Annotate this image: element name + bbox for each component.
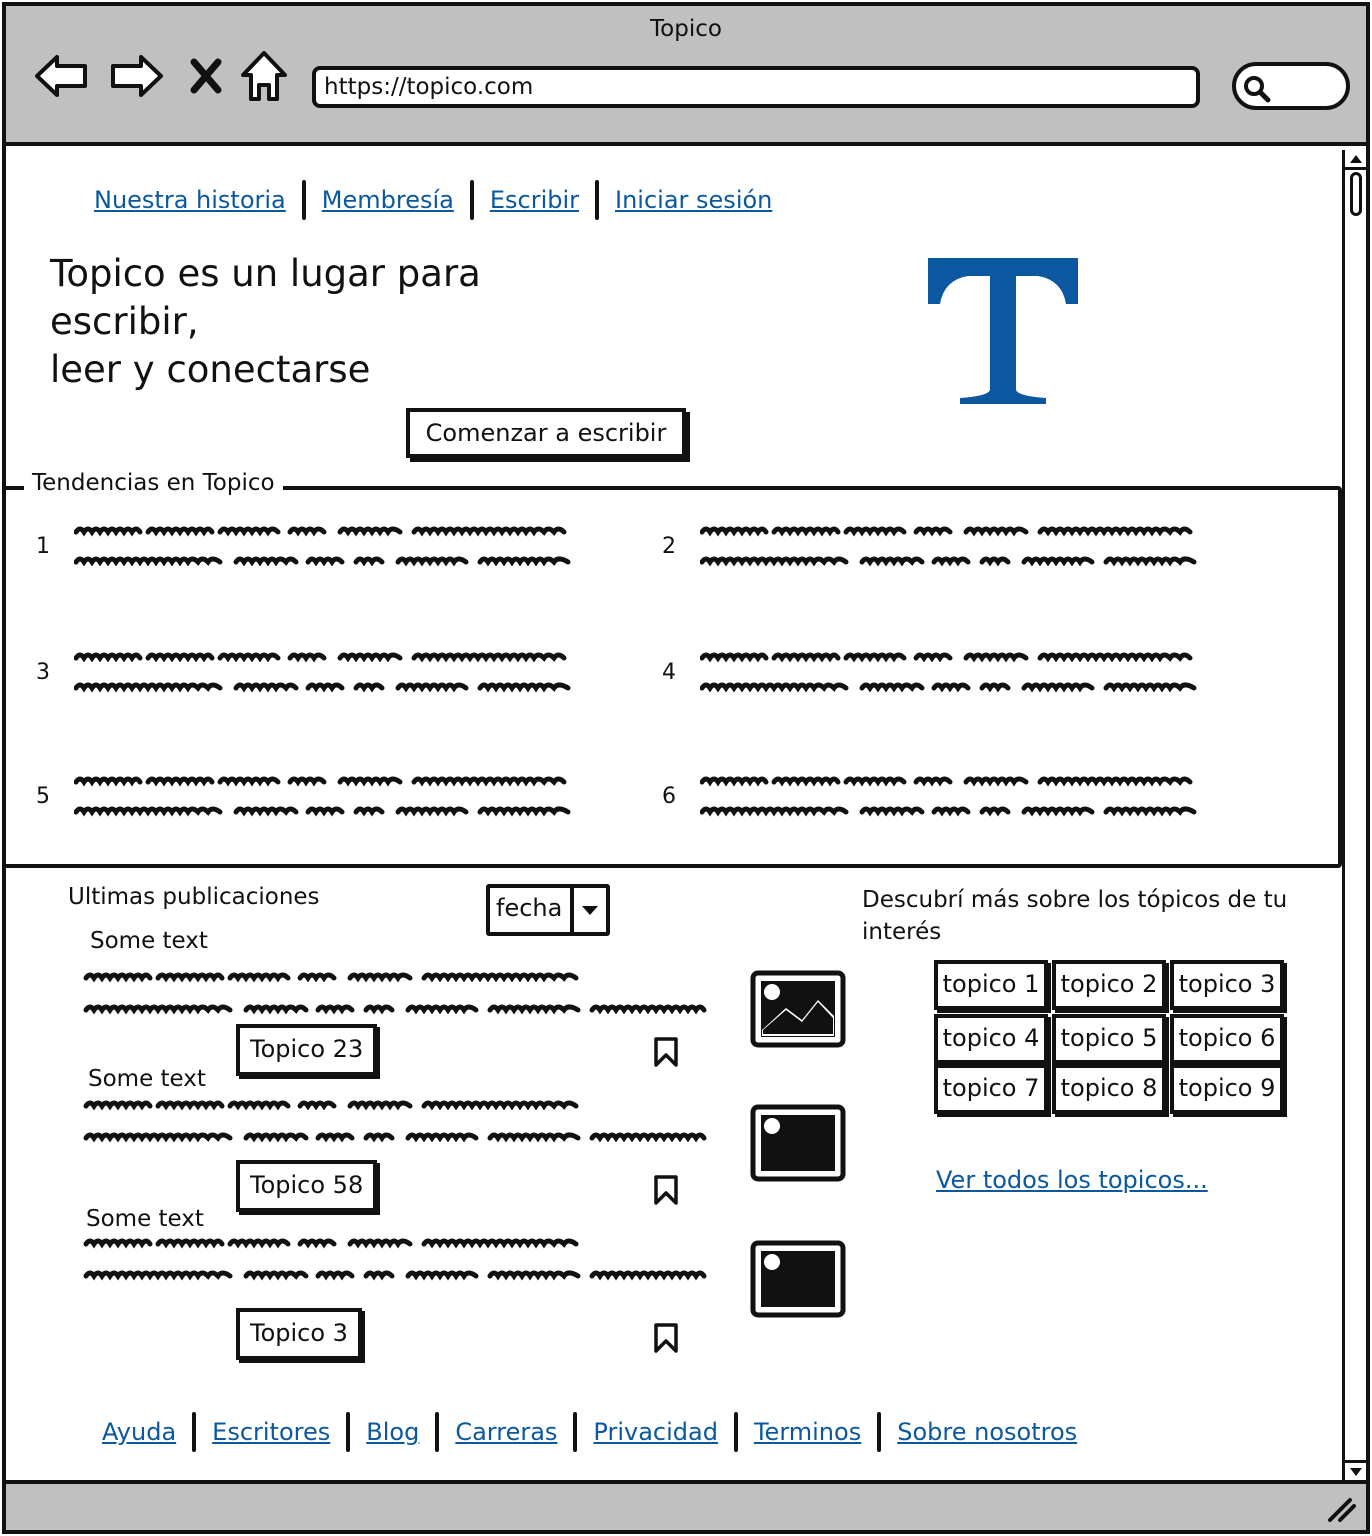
- trending-section: [2, 470, 1342, 868]
- nav-link-membresia[interactable]: Membresía: [321, 186, 454, 214]
- trending-item[interactable]: [36, 768, 596, 828]
- text-scribble: [82, 966, 712, 1026]
- discover-title: Descubrí más sobre los tópicos de tu interés: [862, 887, 1288, 945]
- footer-link-carreras[interactable]: Carreras: [455, 1418, 558, 1446]
- browser-window: [2, 2, 1370, 1534]
- window-title: Topico: [650, 16, 722, 42]
- footer-link-privacidad[interactable]: Privacidad: [593, 1418, 718, 1446]
- latest-posts-title: Ultimas publicaciones: [68, 884, 320, 910]
- vertical-scrollbar[interactable]: [1342, 150, 1366, 1480]
- scroll-down-arrow-icon[interactable]: [1345, 1460, 1366, 1480]
- nav-separator: [595, 180, 599, 220]
- nav-link-iniciar-sesion[interactable]: Iniciar sesión: [615, 186, 773, 214]
- scrollbar-thumb[interactable]: [1350, 172, 1362, 216]
- post-title: Some text: [86, 1206, 204, 1232]
- footer-link-ayuda[interactable]: Ayuda: [102, 1418, 177, 1446]
- footer-link-sobre-nosotros[interactable]: Sobre nosotros: [897, 1418, 1078, 1446]
- text-scribble: [700, 644, 1210, 700]
- post-topic-tag[interactable]: Topico 23: [236, 1024, 377, 1076]
- topico-logo: [906, 250, 1116, 420]
- topic-chip[interactable]: topico 3: [1170, 960, 1284, 1010]
- post-card[interactable]: [80, 1066, 860, 1199]
- trending-item[interactable]: [662, 518, 1222, 578]
- post-card[interactable]: [80, 928, 860, 1063]
- back-arrow-icon[interactable]: [32, 46, 92, 106]
- see-all-topics-link[interactable]: Ver todos los topicos...: [936, 1166, 1208, 1194]
- trending-item[interactable]: [36, 518, 596, 578]
- footer-link-terminos[interactable]: Terminos: [753, 1418, 862, 1446]
- trending-number: 3: [36, 660, 50, 685]
- topic-chip[interactable]: topico 7: [934, 1064, 1048, 1114]
- footer-separator: [346, 1412, 350, 1452]
- footer-link-escritores[interactable]: Escritores: [212, 1418, 331, 1446]
- image-icon: [750, 1240, 846, 1320]
- topic-chip[interactable]: topico 5: [1052, 1014, 1166, 1064]
- top-navigation: [94, 180, 772, 220]
- topic-chip[interactable]: topico 1: [934, 960, 1048, 1010]
- start-writing-button[interactable]: Comenzar a escribir: [406, 408, 686, 458]
- trending-number: 4: [662, 660, 676, 685]
- topic-chip[interactable]: topico 8: [1052, 1064, 1166, 1114]
- nav-link-historia[interactable]: Nuestra historia: [94, 186, 286, 214]
- page-content: [6, 150, 1342, 1480]
- nav-link-escribir[interactable]: Escribir: [489, 186, 580, 214]
- nav-separator: [470, 180, 474, 220]
- bookmark-icon[interactable]: [652, 1174, 680, 1206]
- bookmark-icon[interactable]: [652, 1036, 680, 1068]
- text-scribble: [82, 1232, 712, 1292]
- url-input[interactable]: https://topico.com: [312, 66, 1200, 108]
- post-card[interactable]: [80, 1206, 860, 1347]
- footer-link-blog[interactable]: Blog: [366, 1418, 420, 1446]
- topic-chip[interactable]: topico 9: [1170, 1064, 1284, 1114]
- text-scribble: [74, 768, 584, 824]
- trending-number: 6: [662, 784, 676, 809]
- text-scribble: [74, 644, 584, 700]
- browser-statusbar: [6, 1480, 1366, 1530]
- home-icon[interactable]: [234, 46, 294, 106]
- footer-separator: [435, 1412, 439, 1452]
- sort-selected-value: fecha: [496, 894, 563, 922]
- bookmark-icon[interactable]: [652, 1322, 680, 1354]
- trending-item[interactable]: [662, 768, 1222, 828]
- post-topic-tag[interactable]: Topico 58: [236, 1160, 377, 1212]
- search-icon: [1242, 74, 1272, 104]
- image-icon: [750, 970, 846, 1050]
- trending-item[interactable]: [662, 644, 1222, 704]
- chevron-down-icon: [570, 888, 606, 932]
- hero-line: leer y conectarse: [50, 348, 371, 391]
- hero-heading: [50, 250, 550, 394]
- footer-separator: [734, 1412, 738, 1452]
- hero-line: escribir,: [50, 300, 199, 343]
- trending-item[interactable]: [36, 644, 596, 704]
- post-title: Some text: [88, 1066, 206, 1092]
- browser-titlebar: [6, 6, 1366, 146]
- resize-grip-icon[interactable]: [1324, 1494, 1358, 1524]
- post-title: Some text: [90, 928, 208, 954]
- footer-separator: [573, 1412, 577, 1452]
- trending-number: 2: [662, 534, 676, 559]
- forward-arrow-icon[interactable]: [106, 46, 166, 106]
- text-scribble: [74, 518, 584, 574]
- search-input[interactable]: [1232, 62, 1350, 110]
- footer-separator: [877, 1412, 881, 1452]
- close-icon[interactable]: [176, 46, 236, 106]
- topic-chip[interactable]: topico 6: [1170, 1014, 1284, 1064]
- text-scribble: [700, 768, 1210, 824]
- scroll-up-arrow-icon[interactable]: [1345, 150, 1366, 170]
- trending-title: Tendencias en Topico: [24, 470, 283, 496]
- hero-line: Topico es un lugar para: [50, 252, 481, 295]
- text-scribble: [82, 1094, 712, 1154]
- footer-navigation: [102, 1412, 1077, 1452]
- text-scribble: [700, 518, 1210, 574]
- post-topic-tag[interactable]: Topico 3: [236, 1308, 362, 1360]
- image-icon: [750, 1104, 846, 1184]
- trending-number: 5: [36, 784, 50, 809]
- trending-number: 1: [36, 534, 50, 559]
- footer-separator: [192, 1412, 196, 1452]
- nav-separator: [302, 180, 306, 220]
- topic-chip[interactable]: topico 4: [934, 1014, 1048, 1064]
- topic-chip[interactable]: topico 2: [1052, 960, 1166, 1010]
